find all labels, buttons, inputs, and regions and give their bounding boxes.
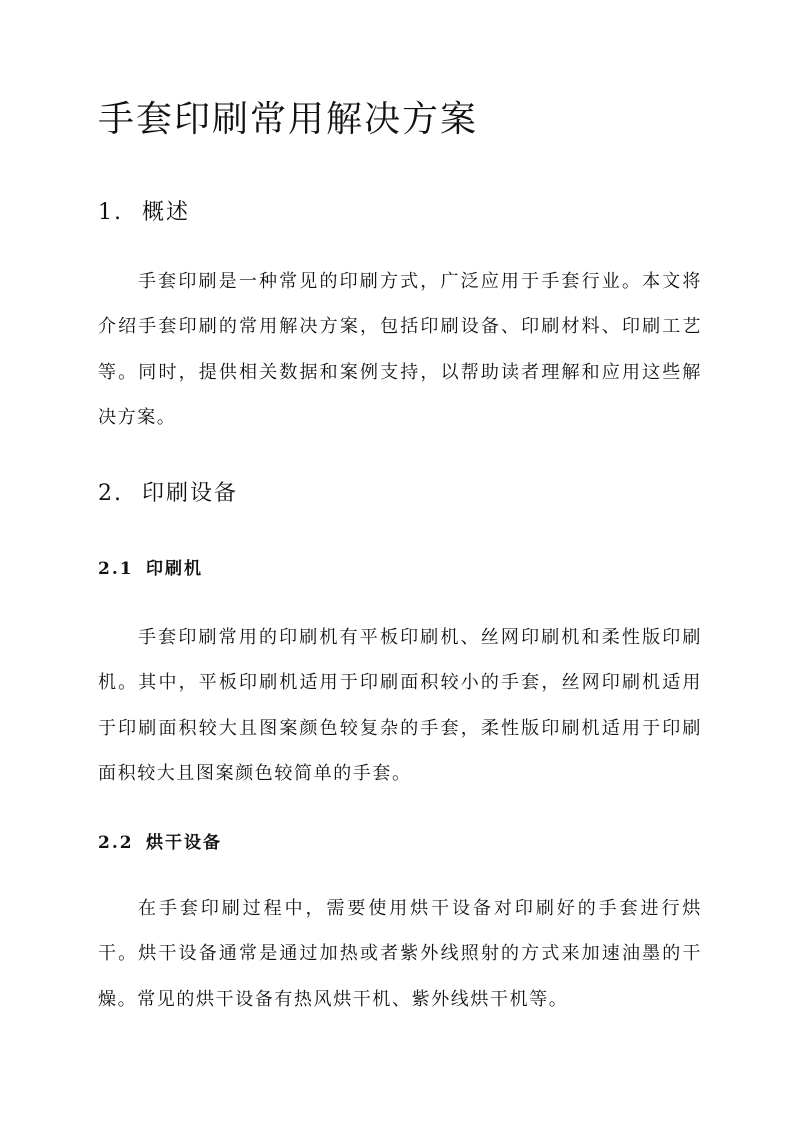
section-title: 概述 (142, 200, 191, 225)
overview-paragraph: 手套印刷是一种常见的印刷方式，广泛应用于手套行业。本文将介绍手套印刷的常用解决方案，包括印刷设备、印刷材料、印刷工艺等。同时，提供相关数据和案例支持，以帮助读者理解和应用这些解决方案。 (98, 271, 702, 428)
subsection-heading-drying-equipment (98, 829, 222, 857)
section-heading-overview (98, 196, 190, 230)
printing-machine-paragraph: 手套印刷常用的印刷机有平板印刷机、丝网印刷机和柔性版印刷机。其中，平板印刷机适用于印刷面积较小的手套，丝网印刷机适用于印刷面积较大且图案颜色较复杂的手套，柔性版印刷机适用于印刷面积较大且图案颜色较简单的手套。 (98, 627, 702, 784)
document-title: 手套印刷常用解决方案 (98, 99, 479, 140)
drying-equipment-paragraph: 在手套印刷过程中，需要使用烘干设备对印刷好的手套进行烘干。烘干设备通常是通过加热或者紫外线照射的方式来加速油墨的干燥。常见的烘干设备有热风烘干机、紫外线烘干机等。 (98, 898, 702, 1010)
subsection-heading-printing-machine (98, 555, 203, 583)
subsection-number: 2.2 (98, 833, 134, 853)
subsection-title: 印刷机 (146, 559, 203, 579)
section-number: 1. (98, 200, 123, 225)
section-number: 2. (98, 481, 123, 506)
section-heading-printing-equipment (98, 477, 238, 511)
subsection-number: 2.1 (98, 559, 134, 579)
section-title: 印刷设备 (142, 481, 239, 506)
subsection-title: 烘干设备 (146, 833, 222, 853)
